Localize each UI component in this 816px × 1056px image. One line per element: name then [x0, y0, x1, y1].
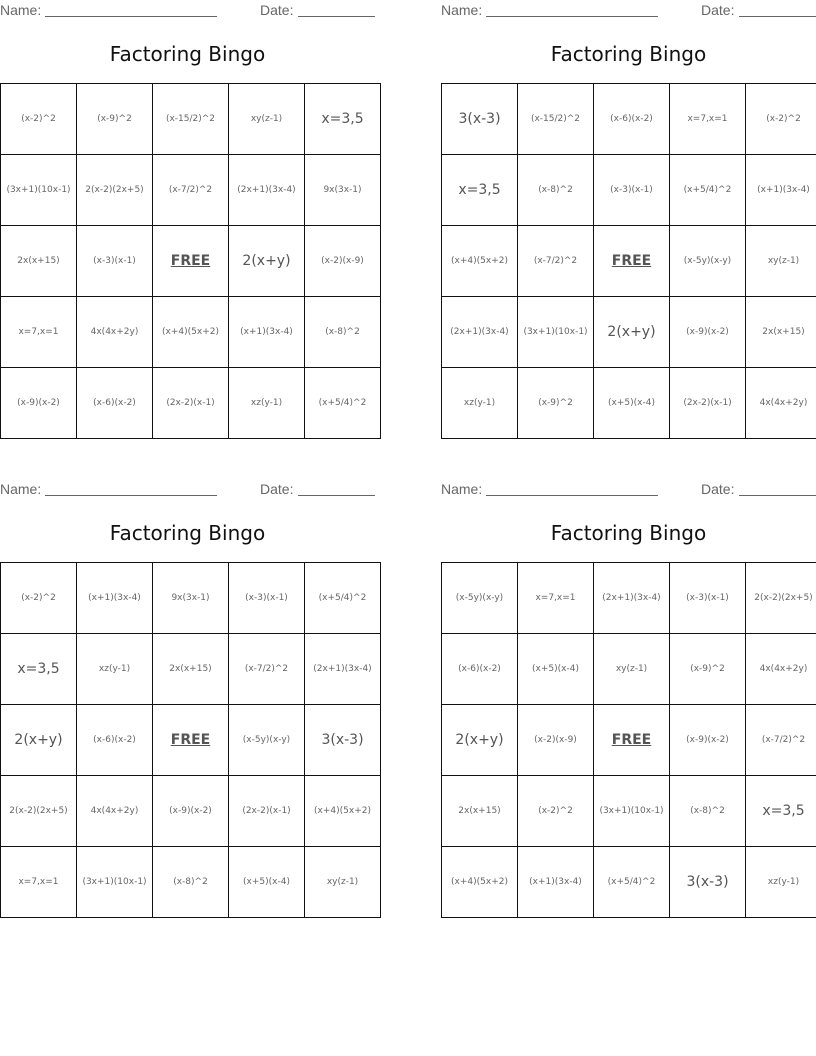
- bingo-cell: x=7,x=1: [518, 563, 594, 634]
- bingo-cell: xy(z-1): [594, 634, 670, 705]
- bingo-cell: (x+1)(3x-4): [77, 563, 153, 634]
- bingo-cell: 4x(4x+2y): [77, 297, 153, 368]
- bingo-row: [1, 297, 381, 368]
- bingo-cell: (x-2)^2: [746, 84, 816, 155]
- bingo-cell: (x-2)^2: [518, 776, 594, 847]
- bingo-cell: 2x(x+15): [746, 297, 816, 368]
- bingo-cell: (2x+1)(3x-4): [594, 563, 670, 634]
- bingo-grid: [441, 83, 816, 439]
- bingo-row: [442, 297, 816, 368]
- bingo-cell: (x-9)(x-2): [153, 776, 229, 847]
- bingo-cell: 2(x-2)(2x+5): [77, 155, 153, 226]
- bingo-cell: (x-7/2)^2: [229, 634, 305, 705]
- bingo-cell: (x-15/2)^2: [518, 84, 594, 155]
- bingo-cell: 2(x-2)(2x+5): [1, 776, 77, 847]
- bingo-row: [1, 563, 381, 634]
- bingo-grid: [441, 562, 816, 918]
- bingo-row: [442, 847, 816, 918]
- bingo-row: [442, 155, 816, 226]
- card-title: Factoring Bingo: [109, 42, 266, 66]
- date-field[interactable]: [739, 16, 816, 17]
- bingo-row: [442, 226, 816, 297]
- bingo-cell: 2(x+y): [594, 297, 670, 368]
- bingo-row: [442, 776, 816, 847]
- bingo-cell: (x-9)(x-2): [1, 368, 77, 439]
- bingo-cell: xy(z-1): [305, 847, 381, 918]
- bingo-grid: [0, 562, 381, 918]
- bingo-cell: xz(y-1): [77, 634, 153, 705]
- bingo-row: [1, 776, 381, 847]
- bingo-cell: x=3,5: [305, 84, 381, 155]
- bingo-cell: (3x+1)(10x-1): [1, 155, 77, 226]
- bingo-cell: (x-8)^2: [153, 847, 229, 918]
- bingo-cell: 4x(4x+2y): [746, 634, 816, 705]
- card-title: Factoring Bingo: [550, 42, 707, 66]
- name-date-header: [441, 0, 816, 20]
- bingo-cell: (x+5)(x-4): [229, 847, 305, 918]
- bingo-cell: xz(y-1): [746, 847, 816, 918]
- bingo-cell: (x+4)(5x+2): [442, 847, 518, 918]
- bingo-cell: (x-8)^2: [670, 776, 746, 847]
- date-label: Date:: [701, 481, 735, 497]
- bingo-cell: 3(x-3): [442, 84, 518, 155]
- name-field[interactable]: [45, 16, 217, 17]
- bingo-cell: (x-9)(x-2): [670, 297, 746, 368]
- bingo-cell: (2x+1)(3x-4): [229, 155, 305, 226]
- date-label: Date:: [260, 2, 294, 18]
- bingo-cell: 2x(x+15): [442, 776, 518, 847]
- bingo-cell: 4x(4x+2y): [746, 368, 816, 439]
- bingo-cell: x=3,5: [746, 776, 816, 847]
- bingo-row: [1, 155, 381, 226]
- bingo-cell: (x-2)(x-9): [518, 705, 594, 776]
- bingo-cell: x=3,5: [442, 155, 518, 226]
- bingo-cell: (2x+1)(3x-4): [442, 297, 518, 368]
- bingo-cell: (x-9)^2: [670, 634, 746, 705]
- bingo-cell: (x+5/4)^2: [670, 155, 746, 226]
- date-label: Date:: [260, 481, 294, 497]
- bingo-cell: (x+5/4)^2: [305, 563, 381, 634]
- bingo-row: [1, 368, 381, 439]
- bingo-cell: (3x+1)(10x-1): [518, 297, 594, 368]
- bingo-cell: 4x(4x+2y): [77, 776, 153, 847]
- bingo-row: [1, 84, 381, 155]
- free-space: FREE: [153, 226, 229, 297]
- bingo-cell: (x+4)(5x+2): [153, 297, 229, 368]
- bingo-card-4: [441, 479, 816, 914]
- bingo-cell: x=3,5: [1, 634, 77, 705]
- bingo-cell: (x-3)(x-1): [229, 563, 305, 634]
- bingo-cell: 2(x-2)(2x+5): [746, 563, 816, 634]
- bingo-cell: (x-3)(x-1): [77, 226, 153, 297]
- name-date-header: [0, 479, 375, 499]
- bingo-cell: (x-6)(x-2): [77, 705, 153, 776]
- bingo-cell: (3x+1)(10x-1): [77, 847, 153, 918]
- bingo-cell: (2x+1)(3x-4): [305, 634, 381, 705]
- bingo-cell: (x+4)(5x+2): [305, 776, 381, 847]
- bingo-cell: 9x(3x-1): [305, 155, 381, 226]
- bingo-cell: (x-2)^2: [1, 563, 77, 634]
- bingo-cell: (x-6)(x-2): [77, 368, 153, 439]
- bingo-cell: (2x-2)(x-1): [153, 368, 229, 439]
- bingo-cell: xy(z-1): [746, 226, 816, 297]
- bingo-cell: xz(y-1): [442, 368, 518, 439]
- bingo-cell: x=7,x=1: [1, 297, 77, 368]
- bingo-row: [442, 84, 816, 155]
- date-label: Date:: [701, 2, 735, 18]
- bingo-cell: x=7,x=1: [1, 847, 77, 918]
- bingo-cell: 3(x-3): [670, 847, 746, 918]
- bingo-cell: (2x-2)(x-1): [229, 776, 305, 847]
- bingo-cell: (x-3)(x-1): [594, 155, 670, 226]
- bingo-card-1: [0, 0, 375, 435]
- bingo-cell: 2x(x+15): [1, 226, 77, 297]
- bingo-cell: (x-5y)(x-y): [442, 563, 518, 634]
- bingo-card-2: [441, 0, 816, 435]
- bingo-cell: (x-6)(x-2): [442, 634, 518, 705]
- bingo-cell: (x+5/4)^2: [305, 368, 381, 439]
- bingo-grid: [0, 83, 381, 439]
- bingo-row: [1, 226, 381, 297]
- bingo-cell: (x-8)^2: [305, 297, 381, 368]
- bingo-row: [1, 705, 381, 776]
- bingo-cell: xz(y-1): [229, 368, 305, 439]
- bingo-cell: (x-9)(x-2): [670, 705, 746, 776]
- bingo-cell: 2(x+y): [442, 705, 518, 776]
- name-label: Name:: [0, 481, 42, 497]
- free-space: FREE: [594, 226, 670, 297]
- name-label: Name:: [441, 2, 483, 18]
- bingo-cell: (x-9)^2: [518, 368, 594, 439]
- bingo-cell: (x-2)^2: [1, 84, 77, 155]
- bingo-cell: (x+5)(x-4): [594, 368, 670, 439]
- bingo-cell: (2x-2)(x-1): [670, 368, 746, 439]
- name-label: Name:: [0, 2, 42, 18]
- bingo-cell: x=7,x=1: [670, 84, 746, 155]
- bingo-cell: (x+1)(3x-4): [746, 155, 816, 226]
- bingo-cell: 9x(3x-1): [153, 563, 229, 634]
- bingo-cell: 2x(x+15): [153, 634, 229, 705]
- bingo-cell: (x-7/2)^2: [518, 226, 594, 297]
- bingo-cell: xy(z-1): [229, 84, 305, 155]
- bingo-row: [1, 634, 381, 705]
- bingo-cell: (x-15/2)^2: [153, 84, 229, 155]
- bingo-cell: (3x+1)(10x-1): [594, 776, 670, 847]
- name-label: Name:: [441, 481, 483, 497]
- bingo-cell: (x+5/4)^2: [594, 847, 670, 918]
- name-field[interactable]: [45, 495, 217, 496]
- bingo-cell: (x-2)(x-9): [305, 226, 381, 297]
- bingo-cell: (x+4)(5x+2): [442, 226, 518, 297]
- bingo-cell: (x-9)^2: [77, 84, 153, 155]
- bingo-row: [442, 634, 816, 705]
- bingo-cell: (x-6)(x-2): [594, 84, 670, 155]
- bingo-cell: (x-7/2)^2: [153, 155, 229, 226]
- bingo-cell: 2(x+y): [1, 705, 77, 776]
- free-space: FREE: [594, 705, 670, 776]
- date-field[interactable]: [298, 495, 375, 496]
- bingo-cell: (x-5y)(x-y): [229, 705, 305, 776]
- name-date-header: [0, 0, 375, 20]
- bingo-row: [1, 847, 381, 918]
- name-date-header: [441, 479, 816, 499]
- bingo-cell: (x-5y)(x-y): [670, 226, 746, 297]
- card-title: Factoring Bingo: [550, 521, 707, 545]
- bingo-cell: 3(x-3): [305, 705, 381, 776]
- bingo-cell: (x+1)(3x-4): [518, 847, 594, 918]
- bingo-cell: (x+1)(3x-4): [229, 297, 305, 368]
- bingo-cell: (x+5)(x-4): [518, 634, 594, 705]
- bingo-cell: (x-7/2)^2: [746, 705, 816, 776]
- bingo-cell: (x-3)(x-1): [670, 563, 746, 634]
- bingo-row: [442, 368, 816, 439]
- name-field[interactable]: [486, 495, 658, 496]
- bingo-row: [442, 705, 816, 776]
- bingo-cell: 2(x+y): [229, 226, 305, 297]
- bingo-row: [442, 563, 816, 634]
- date-field[interactable]: [739, 495, 816, 496]
- card-title: Factoring Bingo: [109, 521, 266, 545]
- free-space: FREE: [153, 705, 229, 776]
- date-field[interactable]: [298, 16, 375, 17]
- name-field[interactable]: [486, 16, 658, 17]
- bingo-card-3: [0, 479, 375, 914]
- bingo-cell: (x-8)^2: [518, 155, 594, 226]
